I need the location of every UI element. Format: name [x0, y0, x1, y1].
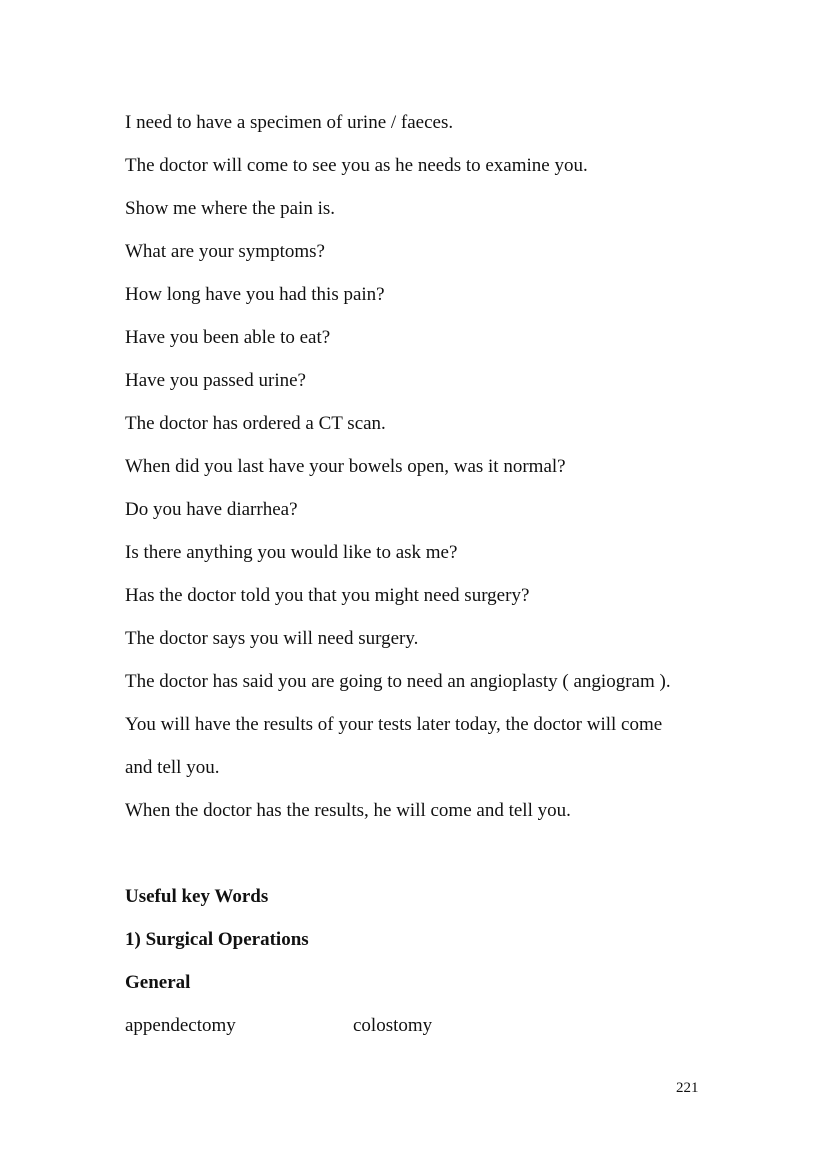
sentence-doctor-examine: The doctor will come to see you as he needs to examine you.: [125, 155, 588, 176]
sentence-test-results: You will have the results of your tests later today, the doctor will come: [125, 714, 663, 735]
page-number: 221: [676, 1080, 699, 1096]
sentence-ct-scan: The doctor has ordered a CT scan.: [125, 413, 386, 434]
sentence-need-surgery: The doctor says you will need surgery.: [125, 628, 419, 649]
sentence-show-pain: Show me where the pain is.: [125, 198, 336, 219]
sentence-passed-urine: Have you passed urine?: [125, 370, 306, 391]
sentence-specimen: I need to have a specimen of urine / faeces.: [125, 112, 454, 133]
sentence-doctor-tell: When the doctor has the results, he will come and tell you.: [125, 800, 571, 821]
term-colostomy: colostomy: [353, 1015, 433, 1036]
sentence-diarrhea: Do you have diarrhea?: [125, 499, 298, 520]
heading-general: General: [125, 972, 191, 993]
sentence-bowels: When did you last have your bowels open, was it normal?: [125, 456, 566, 477]
sentence-able-to-eat: Have you been able to eat?: [125, 327, 331, 348]
heading-key-words: Useful key Words: [125, 886, 269, 907]
sentence-test-results-continued: and tell you.: [125, 757, 220, 778]
sentence-pain-duration: How long have you had this pain?: [125, 284, 385, 305]
sentence-ask-me: Is there anything you would like to ask me?: [125, 542, 458, 563]
sentence-angioplasty: The doctor has said you are going to need an angioplasty ( angiogram ).: [125, 671, 671, 692]
sentence-might-need-surgery: Has the doctor told you that you might need surgery?: [125, 585, 530, 606]
sentence-symptoms: What are your symptoms?: [125, 241, 325, 262]
term-appendectomy: appendectomy: [125, 1015, 236, 1036]
heading-surgical-operations: 1) Surgical Operations: [125, 929, 309, 950]
